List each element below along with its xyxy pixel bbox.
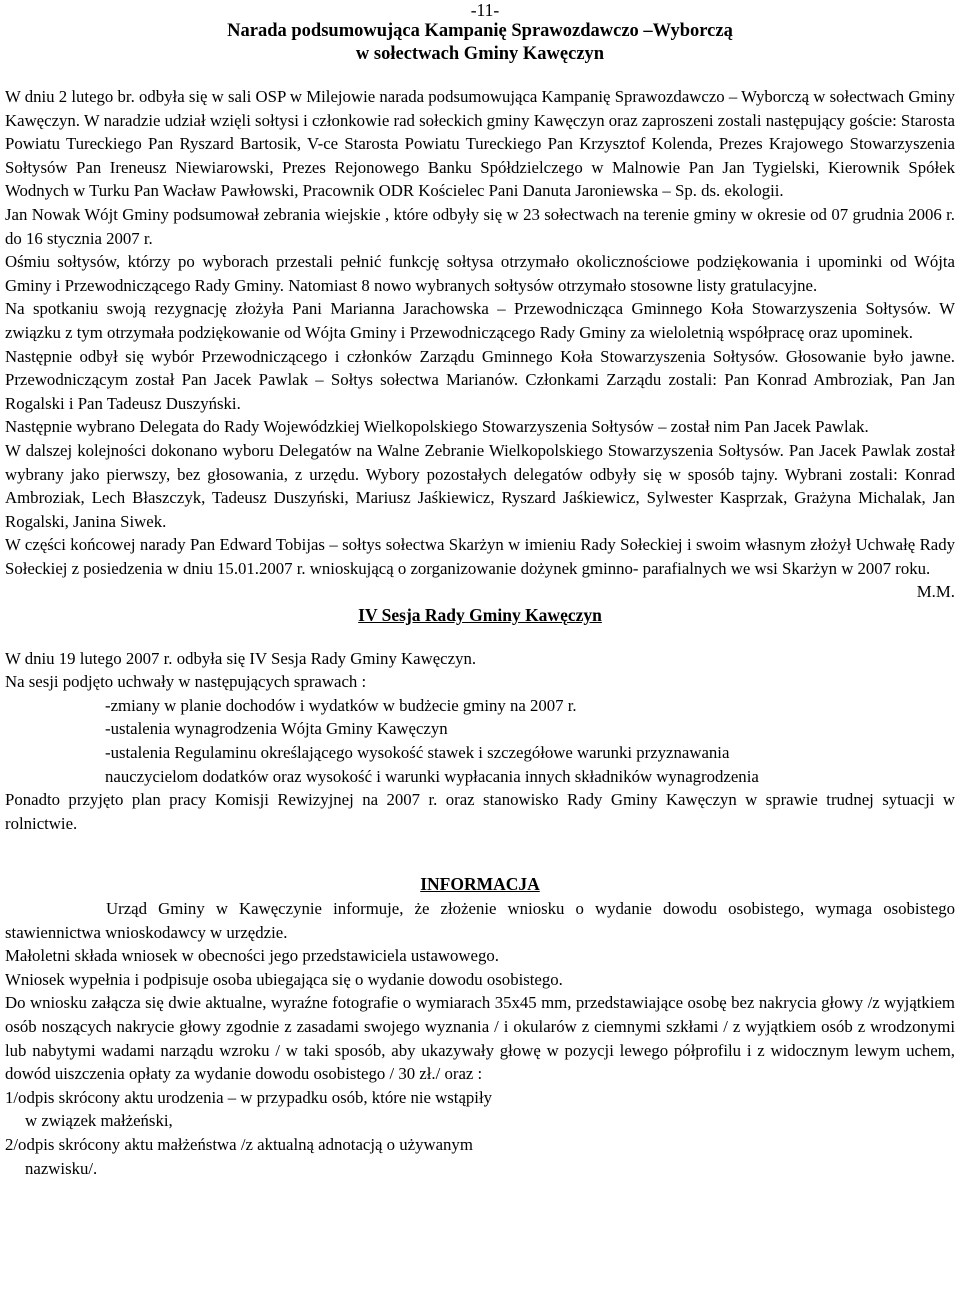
section1-paragraph-6: Następnie wybrano Delegata do Rady Wojewódzkiej Wielkopolskiego Stowarzyszenia Sołtysów – został nim Pan Jacek Pawlak.	[5, 417, 869, 437]
section2-paragraph-3: Ponadto przyjęto plan pracy Komisji Rewizyjnej na 2007 r. oraz stanowisko Rady Gminy Kawęczyn w sprawie trudnej sytuacji w rolnictwie.	[5, 790, 955, 833]
section2-paragraph-2: Na sesji podjęto uchwały w następujących sprawach :	[5, 672, 367, 692]
section3-title: INFORMACJA	[420, 874, 540, 895]
section1-paragraph-7: W dalszej kolejności dokonano wyboru Delegatów na Walne Zebranie Wielkopolskiego Stowarzyszenia Sołtysów. Pan Jacek Pawlak został wybrany jako pierwszy, bez głosowania, z urzędu. Wybory pozostałych delegatów odbyły się w sposób tajny. Wybrani zostali: Konrad Ambroziak, Lech Błaszczyk, Tadeusz Duszyński, Mariusz Jaśkiewicz, Ryszard Jaśkiewicz, Sylwester Kasprzak, Grażyna Michalak, Jan Rogalski, Janina Siwek.	[5, 440, 955, 531]
section1-paragraph-1: W dniu 2 lutego br. odbyła się w sali OSP w Milejowie narada podsumowująca Kampanię Sprawozdawczo – Wyborczą w sołectwach Gminy Kawęczyn. W naradzie udział wzięli sołtysi i członkowie rad sołeckich gminy Kawęczyn oraz zaproszeni zostali następujący goście: Starosta Powiatu Tureckiego Pan Ryszard Bartosik, V-ce Starosta Powiatu Tureckiego Pan Krzysztof Kolenda, Prezes Krajowego Stowarzyszenia Sołtysów Pan Ireneusz Niewiarowski, Prezes Rejonowego Banku Spółdzielczego w Malnowie Pan Jan Tygielski, Kierownik Spółek Wodnych w Turku Pan Wacław Pawłowski, Pracownik ODR Kościelec Pani Danuta Jaroniewska – Sp. ds. ekologii.	[5, 87, 955, 201]
section1-paragraph-4: Na spotkaniu swoją rezygnację złożyła Pani Marianna Jarachowska – Przewodnicząca Gminnego Koła Stowarzyszenia Sołtysów. W związku z tym otrzymała podziękowanie od Wójta Gminy i Przewodniczącego Rady Gminy za wieloletnią współpracę oraz upominek.	[5, 299, 955, 342]
section1-title-line2: w sołectwach Gminy Kawęczyn	[355, 44, 605, 64]
section3-paragraph-3: Wniosek wypełnia i podpisuje osoba ubiegająca się o wydanie dowodu osobistego.	[5, 969, 563, 989]
section3-paragraph-2: Małoletni składa wniosek w obecności jego przedstawiciela ustawowego.	[5, 946, 499, 966]
section1-paragraph-2: Jan Nowak Wójt Gminy podsumował zebrania wiejskie , które odbyły się w 23 sołectwach na terenie gminy w okresie od 07 grudnia 2006 r. do 16 stycznia 2007 r.	[5, 204, 955, 248]
section1-paragraph-8: W części końcowej narady Pan Edward Tobijas – sołtys sołectwa Skarżyn w imieniu Rady Sołeckiej i swoim własnym złożył Uchwałę Rady Sołeckiej z posiedzenia w dniu 15.01.2007 r. wnioskującą o zorganizowanie dożynek gminno- parafialnych we wsi Skarżyn w 2007 roku.	[5, 535, 955, 578]
section2-title: IV Sesja Rady Gminy Kawęczyn	[358, 605, 602, 626]
section2-item-1: -zmiany w planie dochodów i wydatków w budżecie gminy na 2007 r.	[105, 695, 577, 715]
section1-paragraph-3: Ośmiu sołtysów, którzy po wyborach przestali pełnić funkcję sołtysa otrzymało okolicznościowe podziękowania i upominki od Wójta Gminy i Przewodniczącego Rady Gminy. Natomiast 8 nowo wybranych sołtysów otrzymało stosowne listy gratulacyjne.	[5, 252, 955, 295]
section3-item-2-line2: nazwisku/.	[25, 1158, 98, 1178]
section1-paragraph-5: Następnie odbył się wybór Przewodniczącego i członków Zarządu Gminnego Koła Stowarzyszenia Sołtysów. Głosowanie było jawne. Przewodniczącym został Pan Jacek Pawlak – Sołtys sołectwa Marianów. Członkami Zarządu zostali: Pan Konrad Ambroziak, Pan Jan Rogalski i Pan Tadeusz Duszyński.	[5, 346, 955, 413]
section1-title-line1: Narada podsumowująca Kampanię Sprawozdawczo –Wyborczą	[227, 21, 733, 41]
section2-paragraph-1: W dniu 19 lutego 2007 r. odbyła się IV Sesja Rady Gminy Kawęczyn.	[5, 648, 477, 668]
section2-item-2: -ustalenia wynagrodzenia Wójta Gminy Kawęczyn	[105, 719, 448, 739]
section3-item-1-line2: w związek małżeński,	[25, 1111, 173, 1131]
section3-paragraph-1: Urząd Gminy w Kawęczynie informuje, że złożenie wniosku o wydanie dowodu osobistego, wymaga osobistego stawiennictwa wnioskodawcy w urzędzie.	[5, 899, 955, 942]
section3-paragraph-4: Do wniosku załącza się dwie aktualne, wyraźne fotografie o wymiarach 35x45 mm, przedstawiające osobę bez nakrycia głowy /z wyjątkiem osób noszących nakrycie głowy zgodnie z zasadami swojego wyznania / i okularów z ciemnymi szkłami / z wyjątkiem osób z wrodzonymi lub nabytymi wadami narządu wzroku / w taki sposób, aby ukazywały głowę w pozycji lewego półprofilu i z widocznym lewym uchem, dowód uiszczenia opłaty za wydanie dowodu osobistego / 30 zł./ oraz :	[5, 993, 955, 1084]
page-number: -11-	[470, 0, 500, 20]
section1-signature: M.M.	[916, 582, 955, 602]
section2-item-4: nauczycielom dodatków oraz wysokość i warunki wypłacania innych składników wynagrodzenia	[105, 766, 759, 786]
section3-item-2-line1: 2/odpis skrócony aktu małżeństwa /z aktualną adnotacją o używanym	[5, 1134, 473, 1154]
section3-item-1-line1: 1/odpis skrócony aktu urodzenia – w przypadku osób, które nie wstąpiły	[5, 1087, 493, 1107]
section2-item-3: -ustalenia Regulaminu określającego wysokość stawek i szczegółowe warunki przyznawania	[105, 743, 730, 763]
